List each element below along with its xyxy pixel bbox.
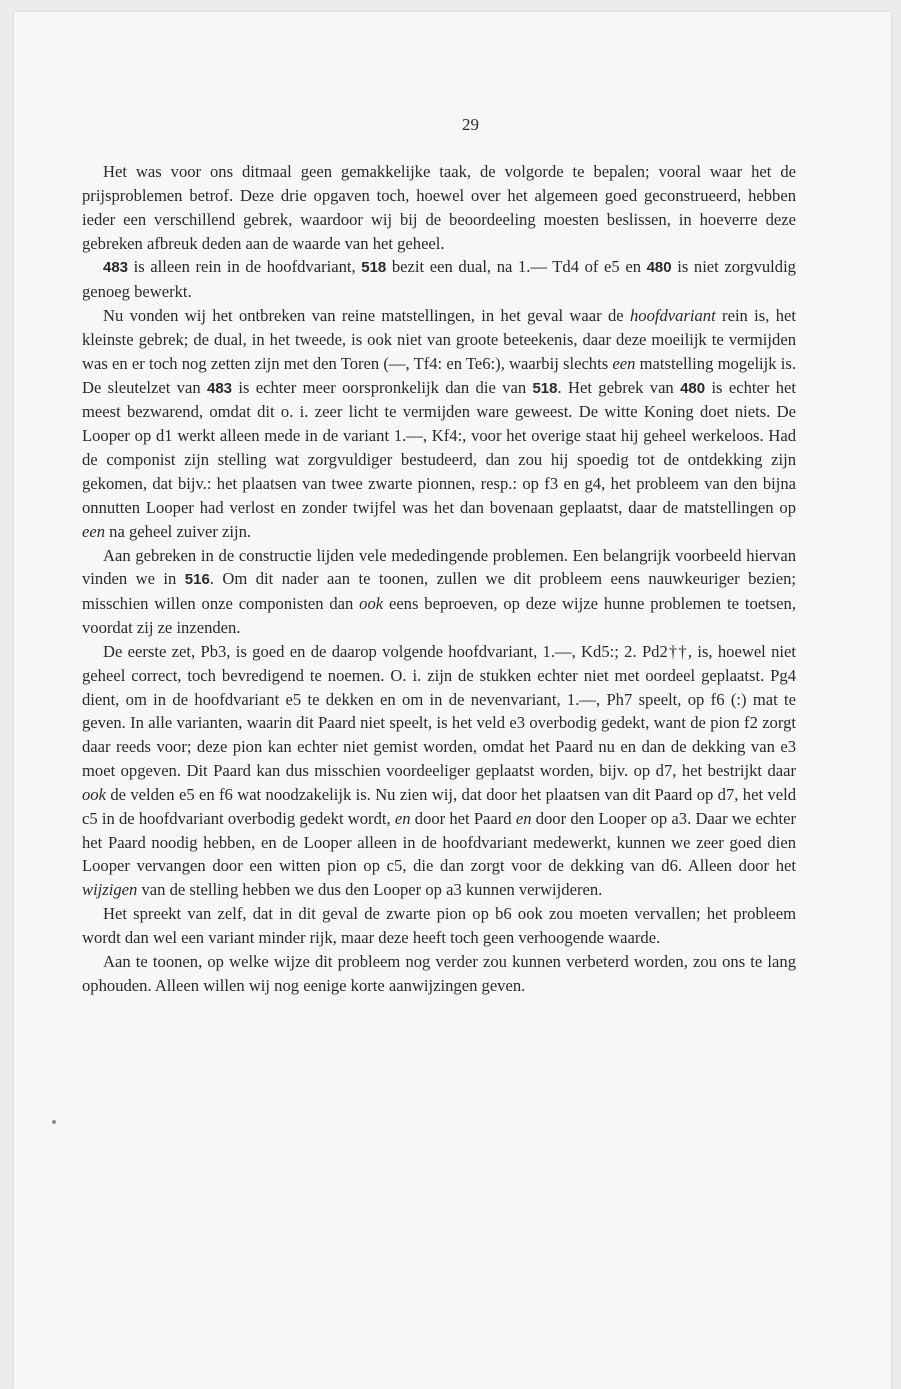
text-run: . Om dit nader aan te toonen, zullen we dit probleem eens nauwkeuriger bezien; misschien willen onze componisten dan — [82, 569, 796, 614]
emphasis-text: wijzigen — [82, 880, 138, 900]
text-run: Aan gebreken in de constructie lijden vele mededingende problemen. Een belangrijk voorbeeld hiervan vinden we in — [82, 545, 796, 589]
margin-mark — [52, 1120, 56, 1124]
paragraph — [82, 160, 796, 255]
paragraph — [82, 544, 796, 640]
problem-number: 483 — [103, 259, 129, 277]
problem-number: 480 — [646, 259, 672, 277]
problem-number: 518 — [361, 259, 387, 277]
book-page — [14, 12, 891, 1389]
text-run: rein is, het kleinste gebrek; de dual, in het tweede, is ook niet van groote beteekenis, daar deze moeilijk te vermijden was en er toch nog zetten zijn met den Toren (—, Tf4: en Te6:), waarbij slechts — [82, 306, 797, 373]
text-run: eens beproeven, op deze wijze hunne problemen te toetsen, voordat zij ze inzenden. — [82, 594, 796, 638]
paragraph — [82, 304, 796, 543]
text-run: van de stelling hebben we dus den Looper op a3 kunnen verwijderen. — [137, 880, 603, 900]
text-run: Nu vonden wij het ontbreken van reine matstellingen, in het geval waar de — [103, 306, 630, 326]
paragraph — [82, 902, 796, 950]
problem-number: 518 — [532, 379, 558, 397]
text-run: De eerste zet, Pb3, is goed en de daarop volgende hoofdvariant, 1.—, Kd5:; 2. Pd2††, is, hoewel niet geheel correct, toch bevredigend te noemen. O. i. zijn de stukken echter niet met oordeel geplaatst. Pg4 dient, om in de hoofdvariant e5 te dekken en om in de nevenvariant, 1.—, Ph7 speelt, op f6 (:) mat te geven. In alle varianten, waarin dit Paard niet speelt, is het veld e3 overbodig gedekt, want de pion f2 zorgt daar reeds voor; deze pion kan echter niet gemist worden, omdat het Paard nu en dan de dekking van e3 moet opgeven. Dit Paard kan dus misschien voordeeliger geplaatst worden, bijv. op d7, het bestrijkt daar — [82, 641, 796, 781]
text-run: de velden e5 en f6 wat noodzakelijk is. Nu zien wij, dat door het plaatsen van dit Paard op d7, het veld c5 in de hoofdvariant overbodig gedekt wordt, — [82, 784, 796, 828]
problem-number: 516 — [184, 571, 210, 589]
paragraph — [82, 950, 796, 998]
text-run: door het Paard — [410, 808, 516, 828]
emphasis-text: een — [82, 521, 106, 541]
emphasis-text: ook — [359, 594, 384, 614]
text-run: is niet zorgvuldig genoeg bewerkt. — [82, 257, 796, 302]
paragraph — [82, 640, 796, 902]
text-run: is alleen rein in de hoofdvariant, — [128, 257, 362, 277]
text-run: matstelling mogelijk is. De sleutelzet van — [82, 353, 796, 397]
emphasis-text: hoofdvariant — [629, 306, 716, 326]
emphasis-text: ook — [82, 784, 106, 804]
emphasis-text: een — [612, 353, 636, 373]
text-run: Aan te toonen, op welke wijze dit probleem nog verder zou kunnen verbeterd worden, zou ons te lang ophouden. Alleen willen wij nog eenige korte aanwijzingen geven. — [82, 951, 796, 995]
text-run: is echter meer oorspronkelijk dan die van — [232, 377, 533, 397]
emphasis-text: en — [515, 808, 532, 828]
body-text — [82, 160, 796, 998]
emphasis-text: en — [394, 808, 411, 828]
page-number: 29 — [462, 115, 479, 134]
text-run: bezit een dual, na 1.— Td4 of e5 en — [386, 257, 647, 277]
text-run: is echter het meest bezwarend, omdat dit o. i. zeer licht te vermijden ware geweest. De witte Koning doet niets. De Looper op d1 werkt alleen mede in de variant 1.—, Kf4:, voor het overige staat hij geheel werkeloos. Had de componist zijn stelling wat zorgvuldiger bestudeerd, dan zou hij spoedig tot de ontdekking zijn gekomen, dat bijv.: het plaatsen van twee zwarte pionnen, resp.: op f3 en g4, het probleem van den bijna onnutten Looper had verlost en zonder twijfel was het dan bovenaan geplaatst, daar de matstellingen op — [82, 377, 796, 517]
text-run: door den Looper op a3. Daar we echter het Paard noodig hebben, en de Looper alleen in de hoofdvariant medewerkt, kunnen we zeer goed dien Looper vervangen door een witten pion op c5, die dan zorgt voor de dekking van d6. Alleen door het — [82, 808, 796, 876]
text-run: na geheel zuiver zijn. — [105, 521, 252, 541]
text-run: Het spreekt van zelf, dat in dit geval de zwarte pion op b6 ook zou moeten vervallen; het probleem wordt dan wel een variant minder rijk, maar deze heeft toch geen verhoogende waarde. — [82, 904, 796, 947]
problem-number: 483 — [206, 379, 233, 397]
text-run: . Het gebrek van — [557, 377, 681, 397]
problem-number: 480 — [680, 379, 706, 397]
paragraph — [82, 255, 796, 304]
text-run: Het was voor ons ditmaal geen gemakkelijke taak, de volgorde te bepalen; vooral waar het de prijsproblemen betrof. Deze drie opgaven toch, hoewel over het algemeen goed geconstrueerd, hebben ieder een verschillend gebrek, waardoor wij bij de beoordeeling moesten beslissen, in hoeverre deze gebreken afbreuk deden aan de waarde van het geheel. — [82, 162, 796, 253]
